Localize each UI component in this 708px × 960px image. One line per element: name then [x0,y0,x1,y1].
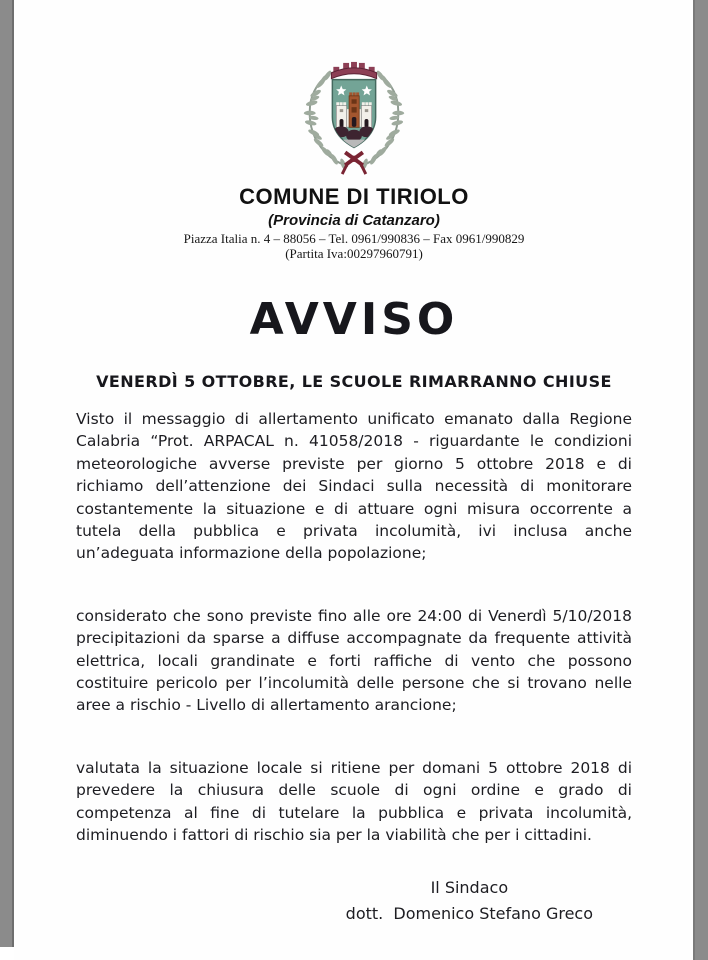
notice-title: AVVISO [249,294,459,345]
province-line: (Provincia di Catanzaro) [268,212,440,229]
paragraph-valutata: valutata la situazione locale si ritiene per domani 5 ottobre 2018 di prevedere la chiusura delle scuole di ogni ordine e grado di competenza al fine di tutelare la pubblica e privata incolumità, diminuendo i fattori di rischio sia per la viabilità che per i cittadini. [76,758,632,845]
scan-edge-right [693,0,708,960]
notice-subtitle: VENERDÌ 5 OTTOBRE, LE SCUOLE RIMARRANNO CHIUSE [96,372,612,391]
mural-crown [331,62,376,79]
address-line: Piazza Italia n. 4 – 88056 – Tel. 0961/990836 – Fax 0961/990829 [183,231,525,246]
signature-name: dott. Domenico Stefano Greco [345,903,593,923]
signature-role: Il Sindaco [430,877,509,897]
central-tower [349,92,359,127]
letterhead [76,54,632,261]
vat-line: (Partita Iva:00297960791) [285,246,423,261]
signature-block [346,875,593,927]
paragraph-visto: Visto il messaggio di allertamento unificato emanato dalla Regione Calabria “Prot. ARPACAL n. 41058/2018 - riguardante le condizioni meteorologiche avverse previste per giorno 5 ottobre 2018 e di richiamo dell’attenzione dei Sindaci sulla necessità di monitorare costantemente la situazione e di attuare ogni misura occorrente a tutela della pubblica e privata incolumità, ivi inclusa anche un’adeguata informazione della popolazione; [76,410,632,563]
paragraph-considerato: considerato che sono previste fino alle ore 24:00 di Venerdì 5/10/2018 precipitazioni da sparse a diffuse accompagnate da frequente attività elettrica, locali grandinate e forti raffiche di vento che possono costituire pericolo per l’incolumità delle persone che si trovano nelle aree a rischio - Livello di allertamento arancione; [76,606,632,715]
municipality-name: COMUNE DI TIRIOLO [239,184,469,209]
scan-edge-left [0,0,14,947]
ribbon-bow [342,152,366,174]
municipal-coat-of-arms-icon [295,54,413,180]
document-page [14,0,694,960]
